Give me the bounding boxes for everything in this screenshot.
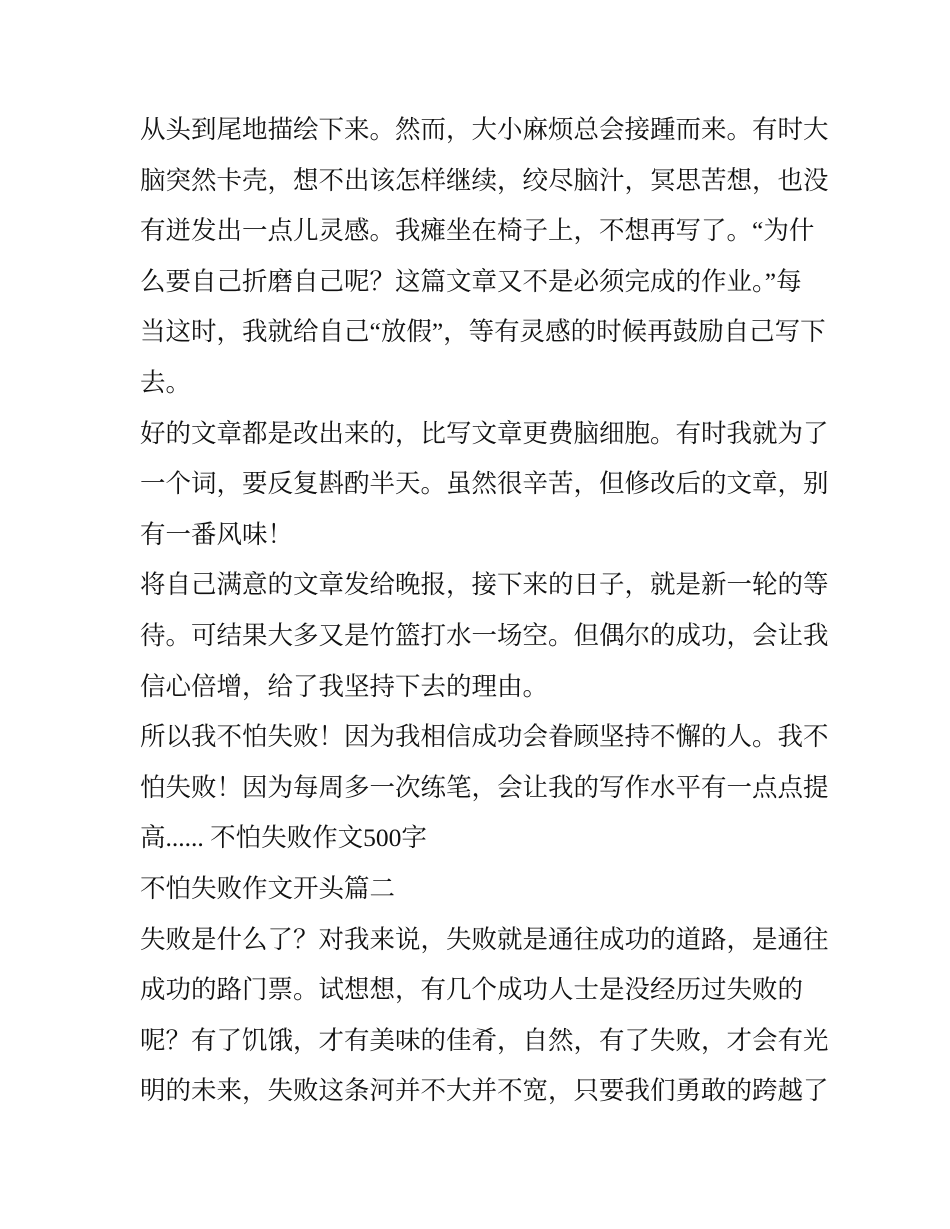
text-line: 么要自己折磨自己呢？这篇文章又不是必须完成的作业。”每: [140, 266, 802, 296]
text-line: 明的未来，失败这条河并不大并不宽，只要我们勇敢的跨越了: [140, 1076, 829, 1106]
text-line: 一个词，要反复斟酌半天。虽然很辛苦，但修改后的文章，别: [140, 469, 829, 499]
text-line: 有迸发出一点儿灵感。我瘫坐在椅子上，不想再写了。“为什: [140, 216, 815, 246]
text-line: 待。可结果大多又是竹篮打水一场空。但偶尔的成功，会让我: [140, 620, 829, 650]
text-line: 将自己满意的文章发给晚报，接下来的日子，就是新一轮的等: [140, 570, 829, 600]
text-line: 成功的路门票。试想想，有几个成功人士是没经历过失败的: [140, 975, 804, 1005]
text-line: 脑突然卡壳，想不出该怎样继续，绞尽脑汁，冥思苦想，也没: [140, 165, 829, 195]
text-line: 高...... 不怕失败作文500字: [140, 823, 427, 853]
text-line: 当这时，我就给自己“放假”，等有灵感的时候再鼓励自己写下: [140, 317, 826, 347]
text-line: 呢？有了饥饿，才有美味的佳肴，自然，有了失败，才会有光: [140, 1025, 829, 1055]
document-page: [140, 105, 829, 1117]
text-line: 所以我不怕失败！因为我相信成功会眷顾坚持不懈的人。我不: [140, 722, 829, 752]
text-line: 有一番风味！: [140, 519, 294, 549]
text-line: 失败是什么了？对我来说，失败就是通往成功的道路，是通往: [140, 924, 829, 954]
text-line: 从头到尾地描绘下来。然而，大小麻烦总会接踵而来。有时大: [140, 115, 829, 144]
section-heading: 不怕失败作文开头篇二: [140, 873, 396, 903]
text-line: 怕失败！因为每周多一次练笔，会让我的写作水平有一点点提: [140, 772, 829, 802]
text-line: 去。: [140, 367, 192, 397]
text-line: 好的文章都是改出来的，比写文章更费脑细胞。有时我就为了: [140, 418, 829, 448]
text-line: 信心倍增，给了我坚持下去的理由。: [140, 671, 549, 701]
